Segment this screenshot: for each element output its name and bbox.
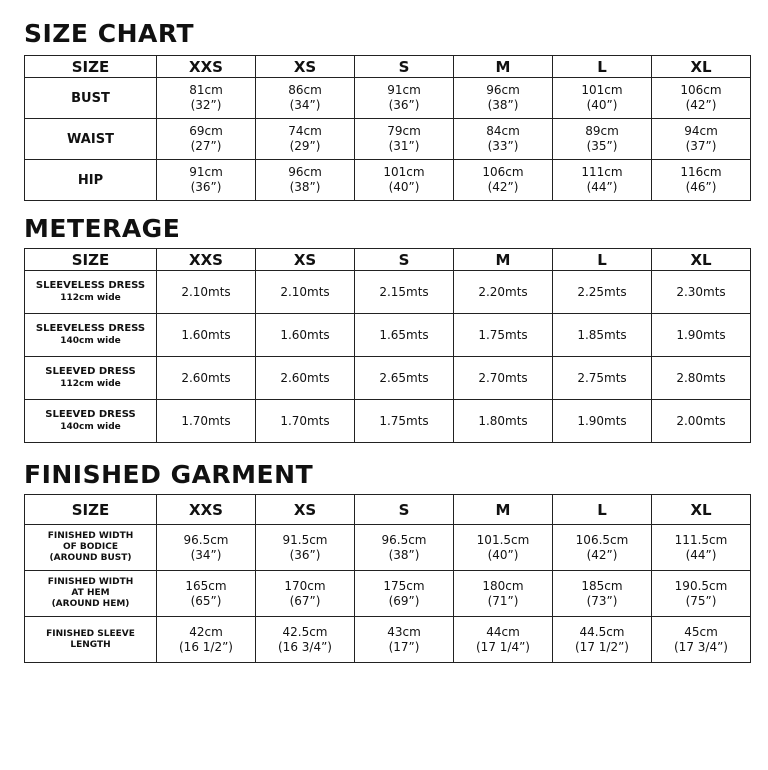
- value-cell: 1.75mts: [454, 314, 553, 357]
- header-cell: M: [454, 249, 553, 271]
- value-cell: 45cm (17 3/4”): [652, 617, 751, 663]
- value-cell: 81cm (32”): [157, 78, 256, 119]
- value-cell: 111.5cm (44”): [652, 525, 751, 571]
- value-cell: 91.5cm (36”): [256, 525, 355, 571]
- row-label: FINISHED WIDTH OF BODICE (AROUND BUST): [25, 525, 157, 571]
- header-cell: L: [553, 249, 652, 271]
- value-cell: 1.65mts: [355, 314, 454, 357]
- value-cell: 190.5cm (75”): [652, 571, 751, 617]
- header-cell: XL: [652, 495, 751, 525]
- value-cell: 69cm (27”): [157, 119, 256, 160]
- header-cell: XS: [256, 495, 355, 525]
- table-row: [25, 271, 751, 314]
- value-cell: 2.75mts: [553, 357, 652, 400]
- meterage-table: [24, 248, 751, 443]
- header-cell: S: [355, 249, 454, 271]
- value-cell: 89cm (35”): [553, 119, 652, 160]
- size-chart-table: [24, 55, 751, 201]
- value-cell: 2.60mts: [157, 357, 256, 400]
- value-cell: 2.80mts: [652, 357, 751, 400]
- row-label: HIP: [25, 160, 157, 201]
- table-row: [25, 400, 751, 443]
- header-cell: M: [454, 56, 553, 78]
- table-row: [25, 314, 751, 357]
- value-cell: 2.70mts: [454, 357, 553, 400]
- row-label: SLEEVED DRESS 112cm wide: [25, 357, 157, 400]
- finished-garment-title: FINISHED GARMENT: [24, 460, 314, 489]
- header-cell: XL: [652, 56, 751, 78]
- row-label: SLEEVELESS DRESS 140cm wide: [25, 314, 157, 357]
- finished-garment-table: [24, 494, 751, 663]
- meterage-title: METERAGE: [24, 214, 181, 243]
- header-cell: XXS: [157, 56, 256, 78]
- header-cell: XS: [256, 249, 355, 271]
- header-cell: XXS: [157, 249, 256, 271]
- header-cell: XXS: [157, 495, 256, 525]
- value-cell: 96.5cm (34”): [157, 525, 256, 571]
- table-row: [25, 571, 751, 617]
- value-cell: 185cm (73”): [553, 571, 652, 617]
- header-cell: XL: [652, 249, 751, 271]
- table-row: [25, 525, 751, 571]
- value-cell: 2.60mts: [256, 357, 355, 400]
- value-cell: 1.75mts: [355, 400, 454, 443]
- value-cell: 2.25mts: [553, 271, 652, 314]
- value-cell: 91cm (36”): [157, 160, 256, 201]
- value-cell: 175cm (69”): [355, 571, 454, 617]
- value-cell: 44cm (17 1/4”): [454, 617, 553, 663]
- row-label: FINISHED SLEEVE LENGTH: [25, 617, 157, 663]
- value-cell: 74cm (29”): [256, 119, 355, 160]
- value-cell: 1.90mts: [652, 314, 751, 357]
- value-cell: 111cm (44”): [553, 160, 652, 201]
- value-cell: 2.10mts: [256, 271, 355, 314]
- value-cell: 106.5cm (42”): [553, 525, 652, 571]
- value-cell: 2.20mts: [454, 271, 553, 314]
- value-cell: 79cm (31”): [355, 119, 454, 160]
- size-chart-title: SIZE CHART: [24, 19, 195, 48]
- value-cell: 106cm (42”): [652, 78, 751, 119]
- value-cell: 91cm (36”): [355, 78, 454, 119]
- value-cell: 2.10mts: [157, 271, 256, 314]
- header-cell: S: [355, 495, 454, 525]
- row-label: WAIST: [25, 119, 157, 160]
- value-cell: 1.60mts: [157, 314, 256, 357]
- value-cell: 84cm (33”): [454, 119, 553, 160]
- value-cell: 2.30mts: [652, 271, 751, 314]
- finished-garment-header-row: [25, 495, 751, 525]
- value-cell: 86cm (34”): [256, 78, 355, 119]
- value-cell: 101cm (40”): [553, 78, 652, 119]
- value-cell: 96cm (38”): [256, 160, 355, 201]
- value-cell: 2.65mts: [355, 357, 454, 400]
- row-label: SLEEVELESS DRESS 112cm wide: [25, 271, 157, 314]
- value-cell: 44.5cm (17 1/2”): [553, 617, 652, 663]
- header-cell: L: [553, 56, 652, 78]
- header-cell: XS: [256, 56, 355, 78]
- header-cell: SIZE: [25, 249, 157, 271]
- size-chart-header-row: [25, 56, 751, 78]
- value-cell: 180cm (71”): [454, 571, 553, 617]
- table-row: [25, 160, 751, 201]
- table-row: [25, 617, 751, 663]
- value-cell: 1.85mts: [553, 314, 652, 357]
- value-cell: 1.70mts: [157, 400, 256, 443]
- value-cell: 2.15mts: [355, 271, 454, 314]
- meterage-header-row: [25, 249, 751, 271]
- header-cell: SIZE: [25, 56, 157, 78]
- header-cell: L: [553, 495, 652, 525]
- value-cell: 106cm (42”): [454, 160, 553, 201]
- value-cell: 42cm (16 1/2”): [157, 617, 256, 663]
- value-cell: 2.00mts: [652, 400, 751, 443]
- row-label: SLEEVED DRESS 140cm wide: [25, 400, 157, 443]
- value-cell: 1.60mts: [256, 314, 355, 357]
- value-cell: 42.5cm (16 3/4”): [256, 617, 355, 663]
- value-cell: 170cm (67”): [256, 571, 355, 617]
- header-cell: SIZE: [25, 495, 157, 525]
- value-cell: 101.5cm (40”): [454, 525, 553, 571]
- value-cell: 96.5cm (38”): [355, 525, 454, 571]
- value-cell: 96cm (38”): [454, 78, 553, 119]
- row-label: BUST: [25, 78, 157, 119]
- value-cell: 116cm (46”): [652, 160, 751, 201]
- row-label: FINISHED WIDTH AT HEM (AROUND HEM): [25, 571, 157, 617]
- header-cell: S: [355, 56, 454, 78]
- header-cell: M: [454, 495, 553, 525]
- value-cell: 43cm (17”): [355, 617, 454, 663]
- value-cell: 165cm (65”): [157, 571, 256, 617]
- table-row: [25, 119, 751, 160]
- table-row: [25, 78, 751, 119]
- table-row: [25, 357, 751, 400]
- value-cell: 1.70mts: [256, 400, 355, 443]
- value-cell: 1.90mts: [553, 400, 652, 443]
- value-cell: 101cm (40”): [355, 160, 454, 201]
- value-cell: 94cm (37”): [652, 119, 751, 160]
- value-cell: 1.80mts: [454, 400, 553, 443]
